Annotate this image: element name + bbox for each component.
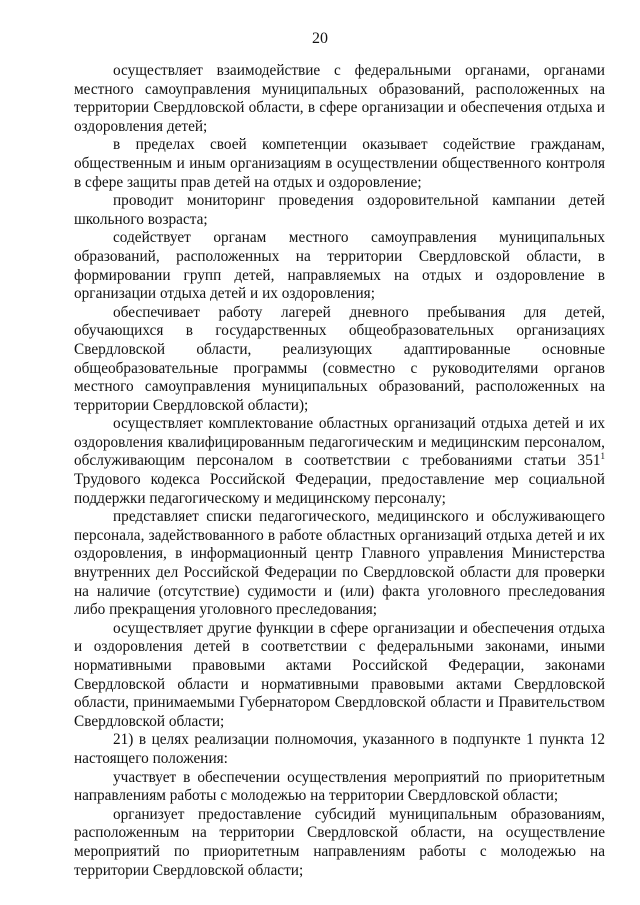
paragraph: обеспечивает работу лагерей дневного пребывания для детей, обучающихся в государственных общеобразовательных организациях Свердловской области, реализующих адаптированные основные общеобразовательные программы (совместно с руководителями органов местного самоуправления муниципальных образований, расположенных на территории Свердловской области); <box>74 303 605 414</box>
paragraph: проводит мониторинг проведения оздоровительной кампании детей школьного возраста; <box>74 192 605 228</box>
paragraph: участвует в обеспечении осуществления мероприятий по приоритетным направлениям работы с молодежью на территории Свердловской области; <box>74 768 605 805</box>
paragraph: осуществляет другие функции в сфере организации и обеспечения отдыха и оздоровления детей в соответствии с федеральными законами, иными нормативными правовыми актами Российской Федерации, законами Свердловской области и нормативными правовыми актами Свердловской области, принимаемыми Губернатором Свердловской области и Правительством Свердловской области; <box>74 619 605 730</box>
paragraph: организует предоставление субсидий муниципальным образованиям, расположенным на территории Свердловской области, на осуществление мероприятий по приоритетным направлениям работы с молодежью на территории Свердловской области; <box>74 805 605 879</box>
article-superscript: 1 <box>600 451 605 462</box>
paragraph-text: Трудового кодекса Российской Федерации, предоставление мер социальной поддержки педагогическому и медицинскому персоналу; <box>74 471 605 507</box>
document-body <box>74 62 605 880</box>
paragraph: 21) в целях реализации полномочия, указанного в подпункте 1 пункта 12 настоящего положения: <box>74 731 605 767</box>
paragraph: представляет списки педагогического, медицинского и обслуживающего персонала, задействованного в работе областных организаций отдыха детей и их оздоровления, в информационный центр Главного управления Министерства внутренних дел Российской Федерации по Свердловской области для проверки на наличие (отсутствие) судимости и (или) факта уголовного преследования либо прекращения уголовного преследования; <box>74 508 605 619</box>
paragraph-text: осуществляет комплектование областных организаций отдыха детей и их оздоровления квалифицированным педагогическим и медицинским персоналом, обслуживающим персоналом в соответствии с требованиями статьи 351 <box>74 415 605 470</box>
paragraph <box>74 415 605 508</box>
paragraph: осуществляет взаимодействие с федеральными органами, органами местного самоуправления муниципальных образований, расположенных на территории Свердловской области, в сфере организации и обеспечения отдыха и оздоровления детей; <box>74 62 605 135</box>
paragraph: содействует органам местного самоуправления муниципальных образований, расположенных на территории Свердловской области, в формировании групп детей, направляемых на отдых и оздоровление в организации отдыха детей и их оздоровления; <box>74 229 605 303</box>
paragraph: в пределах своей компетенции оказывает содействие гражданам, общественным и иным организациям в осуществлении общественного контроля в сфере защиты прав детей на отдых и оздоровление; <box>74 136 605 191</box>
page-number: 20 <box>312 30 328 47</box>
